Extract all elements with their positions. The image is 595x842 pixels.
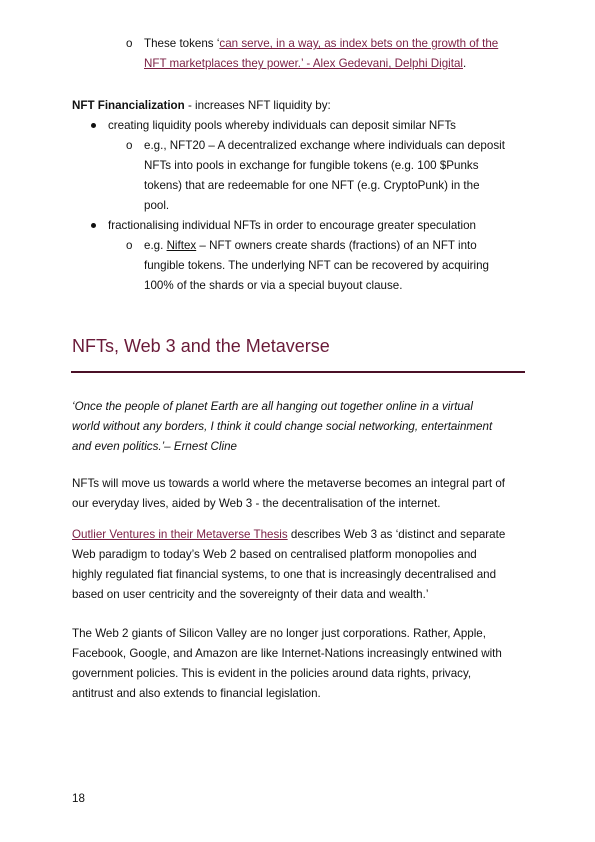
sub-bullet-marker: o: [126, 139, 133, 152]
bullet-marker: [91, 123, 96, 128]
delphi-quote-link[interactable]: can serve, in a way, as index bets on the growth of the: [219, 37, 499, 50]
tokens-line-1: [144, 34, 498, 54]
niftex-rest: – NFT owners create shards (fractions) of an NFT into: [196, 239, 477, 252]
bullet-fractionalising: fractionalising individual NFTs in order to encourage greater speculation: [108, 219, 476, 232]
tokens-suffix: .: [462, 57, 467, 70]
section-heading: NFTs, Web 3 and the Metaverse: [72, 336, 330, 356]
outlier-rest: describes Web 3 as ‘distinct and separate: [287, 528, 506, 541]
financialization-title: NFT Financialization: [72, 99, 185, 112]
niftex-line-3: 100% of the shards or via a special buyout clause.: [144, 279, 403, 292]
outlier-ventures-link[interactable]: Outlier Ventures in their Metaverse Thesis: [72, 528, 288, 541]
nft20-line-4: pool.: [144, 199, 170, 212]
page-number: 18: [72, 792, 85, 805]
cline-quote-line-3: and even politics.’– Ernest Cline: [72, 440, 237, 453]
paragraph-outlier-line-2: Web paradigm to today’s Web 2 based on centralised platform monopolies and: [72, 548, 477, 561]
paragraph-web3-line-1: NFTs will move us towards a world where the metaverse becomes an integral part of: [72, 477, 506, 490]
nft20-line-2: NFTs into pools in exchange for fungible tokens (e.g. 100 $Punks: [144, 159, 479, 172]
paragraph-outlier-line-4: based on user centricity and the sovereignty of their data and wealth.’: [72, 588, 429, 601]
heading-divider: [71, 371, 525, 373]
paragraph-web2-line-3: government policies. This is evident in the policies around data rights, privacy,: [72, 667, 472, 680]
bullet-liquidity-pools: creating liquidity pools whereby individuals can deposit similar NFTs: [108, 119, 456, 132]
paragraph-web3-line-2: our everyday lives, aided by Web 3 - the decentralisation of the internet.: [72, 497, 441, 510]
paragraph-outlier-line-3: highly regulated fiat financial systems, to one that is increasingly decentralised and: [72, 568, 497, 581]
cline-quote-line-2: world without any borders, I think it could change social networking, entertainment: [72, 420, 493, 433]
sub-bullet-marker: o: [126, 37, 133, 50]
tokens-line-2: [144, 54, 466, 74]
financialization-intro: [72, 96, 331, 116]
niftex-prefix: e.g.: [144, 239, 167, 252]
delphi-quote-link-cont[interactable]: NFT marketplaces they power.’ - Alex Gedevani, Delphi Digital: [144, 57, 463, 70]
tokens-prefix: These tokens ‘: [144, 37, 220, 50]
nft20-line-3: tokens) that are redeemable for one NFT (e.g. CryptoPunk) in the: [144, 179, 480, 192]
paragraph-web2-line-1: The Web 2 giants of Silicon Valley are no longer just corporations. Rather, Apple,: [72, 627, 486, 640]
sub-bullet-marker: o: [126, 239, 133, 252]
financialization-intro-text: - increases NFT liquidity by:: [184, 99, 331, 112]
cline-quote-line-1: ‘Once the people of planet Earth are all hanging out together online in a virtual: [72, 400, 473, 413]
niftex-link[interactable]: Niftex: [166, 239, 197, 252]
paragraph-outlier-line-1: [72, 525, 505, 545]
paragraph-web2-line-4: antitrust and also extends to financial legislation.: [72, 687, 321, 700]
bullet-marker: [91, 223, 96, 228]
paragraph-web2-line-2: Facebook, Google, and Amazon are like Internet-Nations increasingly entwined with: [72, 647, 502, 660]
nft20-line-1: e.g., NFT20 – A decentralized exchange where individuals can deposit: [144, 139, 505, 152]
niftex-line-1: [144, 236, 477, 256]
niftex-line-2: fungible tokens. The underlying NFT can be recovered by acquiring: [144, 259, 490, 272]
